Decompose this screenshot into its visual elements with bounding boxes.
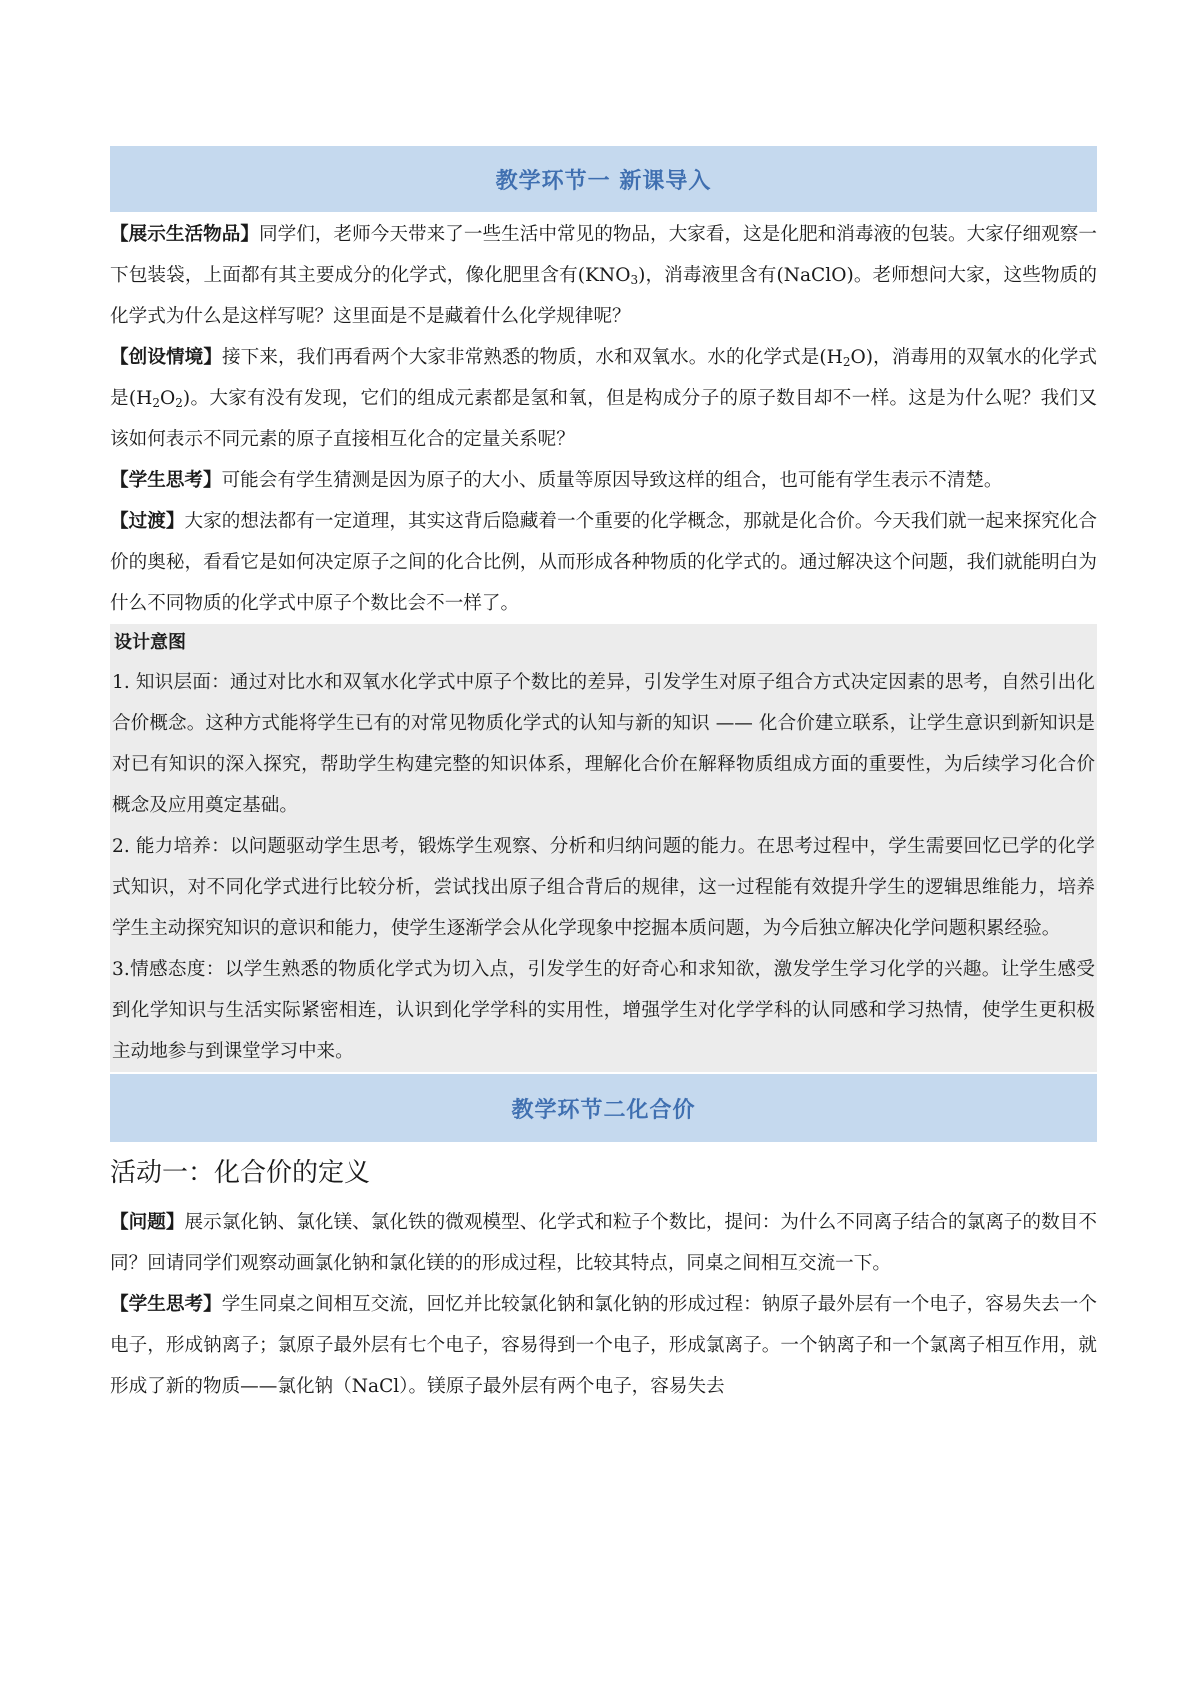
text-transition: 大家的想法都有一定道理，其实这背后隐藏着一个重要的化学概念，那就是化合价。今天我们就一起来探究化合价的奥秘，看看它是如何决定原子之间的化合比例，从而形成各种物质的化学式的。通过解决这个问题，我们就能明白为什么不同物质的化学式中原子个数比会不一样了。 xyxy=(110,511,1097,614)
text-student-thinking-2: 学生同桌之间相互交流，回忆并比较氯化钠和氯化钠的形成过程：钠原子最外层有一个电子，容易失去一个电子，形成钠离子；氯原子最外层有七个电子，容易得到一个电子，形成氯离子。一个钠离子和一个氯离子相互作用，就形成了新的物质——氯化钠（NaCl）。镁原子最外层有两个电子，容易失去 xyxy=(110,1294,1097,1397)
text-student-thinking: 可能会有学生猜测是因为原子的大小、质量等原因导致这样的组合，也可能有学生表示不清楚。 xyxy=(221,470,1003,491)
paragraph-scenario xyxy=(110,337,1097,460)
subscript: 3 xyxy=(630,273,639,287)
section-title-2: 教学环节二化合价 xyxy=(511,1097,696,1123)
subscript: 2 xyxy=(152,396,161,410)
text-scenario-b: O)，消毒用的双氧水的化学式是(H xyxy=(110,347,1097,409)
design-item-knowledge: 1. 知识层面：通过对比水和双氧水化学式中原子个数比的差异，引发学生对原子组合方式决定因素的思考，自然引出化合价概念。这种方式能将学生已有的对常见物质化学式的认知与新的知识 —— 化合价建立联系，让学生意识到新知识是对已有知识的深入探究，帮助学生构建完整的知识体系，理解化合价在解释物质组成方面的重要性，为后续学习化合价概念及应用奠定基础。 xyxy=(112,672,1095,816)
tag-transition: 【过渡】 xyxy=(110,511,185,532)
design-item-attitude: 3.情感态度：以学生熟悉的物质化学式为切入点，引发学生的好奇心和求知欲，激发学生学习化学的兴趣。让学生感受到化学知识与生活实际紧密相连，认识到化学学科的实用性，增强学生对化学学科的认同感和学习热情，使学生更积极主动地参与到课堂学习中来。 xyxy=(112,959,1095,1062)
text-scenario-a: 接下来，我们再看两个大家非常熟悉的物质，水和双氧水。水的化学式是(H xyxy=(222,347,843,368)
text-question: 展示氯化钠、氯化镁、氯化铁的微观模型、化学式和粒子个数比，提问：为什么不同离子结合的氯离子的数目不同？回请同学们观察动画氯化钠和氯化镁的的形成过程，比较其特点，同桌之间相互交流一下。 xyxy=(110,1212,1097,1274)
paragraph-transition xyxy=(110,501,1097,624)
design-intent-title: 设计意图 xyxy=(114,632,186,653)
paragraph-student-thinking xyxy=(110,460,1097,501)
activity-title: 活动一：化合价的定义 xyxy=(110,1158,371,1188)
text-show-items-a: 同学们，老师今天带来了一些生活中常见的物品，大家看，这是化肥和消毒液的包装。大家仔细观察一下包装袋，上面都有其主要成分的化学式，像化肥里含有(KNO xyxy=(110,224,1097,286)
text-scenario-d: )。大家有没有发现，它们的组成元素都是氢和氧，但是构成分子的原子数目却不一样。这是为什么呢？我们又该如何表示不同元素的原子直接相互化合的定量关系呢？ xyxy=(110,388,1097,450)
design-item-ability: 2. 能力培养：以问题驱动学生思考，锻炼学生观察、分析和归纳问题的能力。在思考过程中，学生需要回忆已学的化学式知识，对不同化学式进行比较分析，尝试找出原子组合背后的规律，这一过程能有效提升学生的逻辑思维能力，培养学生主动探究知识的意识和能力，使学生逐渐学会从化学现象中挖掘本质问题，为今后独立解决化学问题积累经验。 xyxy=(112,836,1095,939)
paragraph-student-thinking-2 xyxy=(110,1284,1097,1407)
text-show-items-b: )，消毒液里含有(NaClO)。老师想问大家，这些物质的化学式为什么是这样写呢？这里面是不是藏着什么化学规律呢？ xyxy=(110,265,1097,327)
section-title-1: 教学环节一 新课导入 xyxy=(495,168,712,194)
tag-student-thinking-2: 【学生思考】 xyxy=(110,1294,222,1315)
tag-show-items: 【展示生活物品】 xyxy=(110,224,259,245)
text-scenario-c: O xyxy=(160,388,176,409)
tag-question: 【问题】 xyxy=(110,1212,185,1233)
tag-student-thinking: 【学生思考】 xyxy=(110,470,222,491)
section-banner-2 xyxy=(110,1074,1097,1142)
paragraph-show-items xyxy=(110,214,1097,337)
section-banner-1 xyxy=(110,146,1097,212)
document-page xyxy=(110,146,1097,1407)
paragraph-question xyxy=(110,1202,1097,1284)
subscript: 2 xyxy=(842,355,851,369)
design-intent-box xyxy=(110,624,1097,1072)
subscript: 2 xyxy=(175,396,183,410)
tag-scenario: 【创设情境】 xyxy=(110,347,223,368)
